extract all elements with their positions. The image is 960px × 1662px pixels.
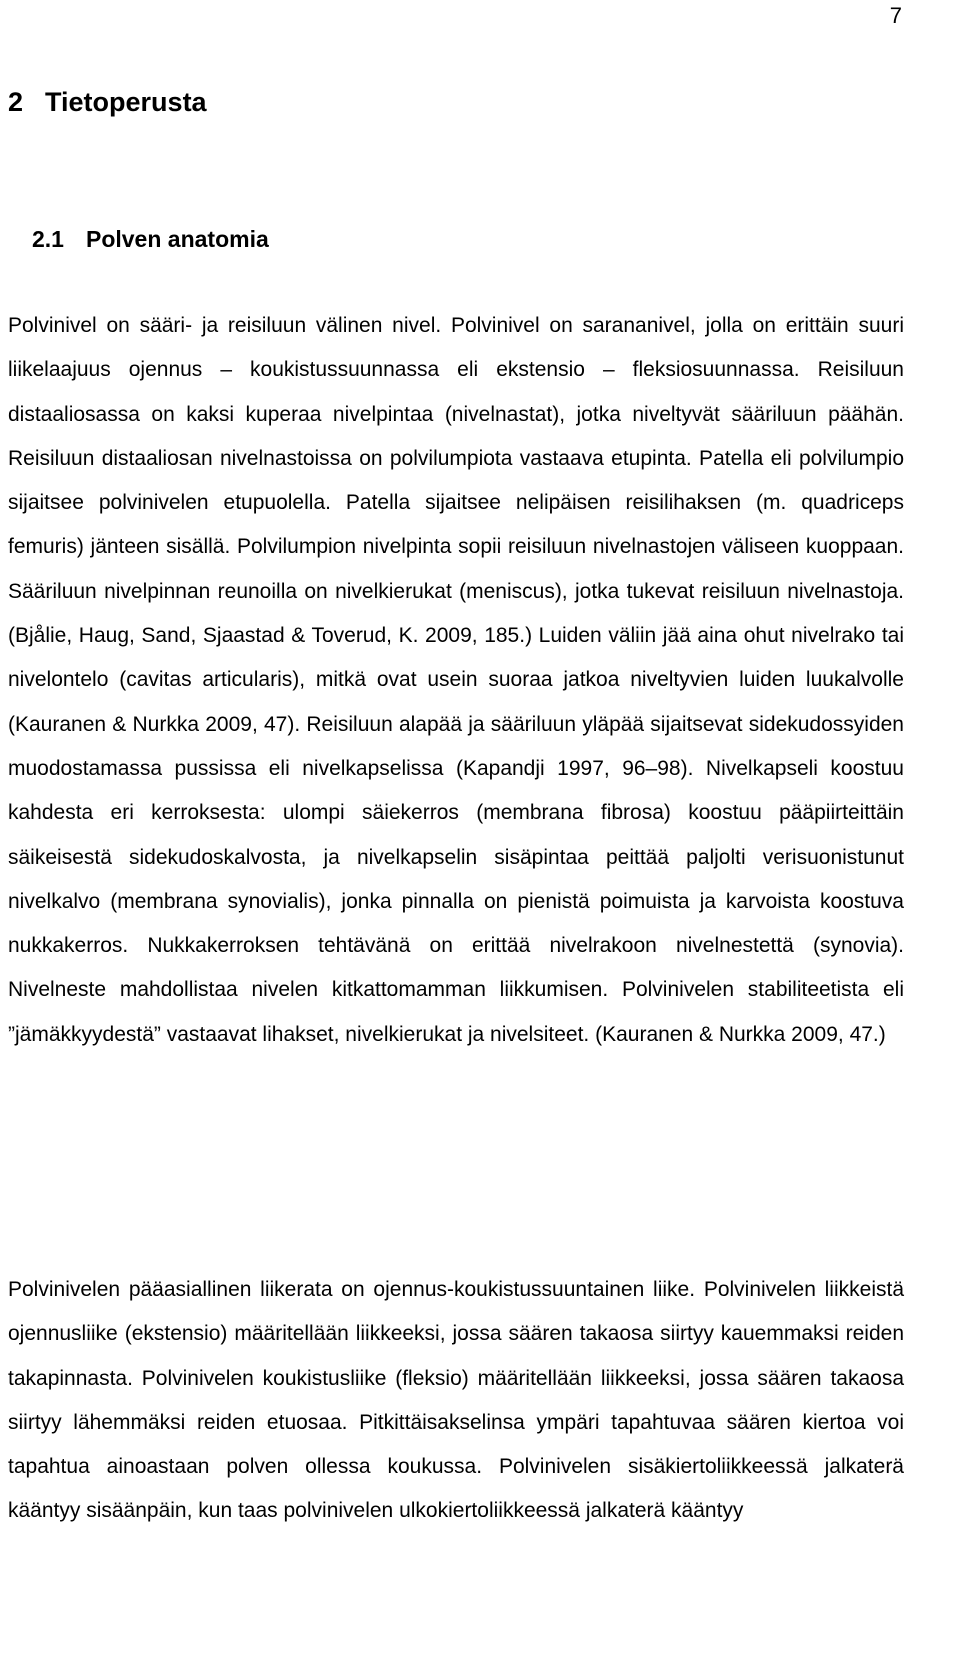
section-heading (32, 223, 269, 255)
chapter-heading (8, 84, 207, 120)
chapter-number: 2 (8, 87, 24, 117)
section-number: 2.1 (32, 226, 64, 252)
body-paragraph: Polvinivel on sääri- ja reisiluun välinen nivel. Polvinivel on sarananivel, jolla on erittäin suuri liikelaajuus ojennus – koukistussuunnassa eli ekstensio – fleksiosuunnassa. Reisiluun distaaliosassa on kaksi kuperaa nivelpintaa (nivelnastat), jotka niveltyvät sääriluun päähän. Reisiluun distaaliosan nivelnastoissa on polvilumpiota vastaava etupinta. Patella eli polvilumpio sijaitsee polvinivelen etupuolella. Patella sijaitsee nelipäisen reisilihaksen (m. quadriceps femuris) jänteen sisällä. Polvilumpion nivelpinta sopii reisiluun nivelnastojen väliseen kuoppaan. Sääriluun nivelpinnan reunoilla on nivelkierukat (meniscus), jotka tukevat reisiluun nivelnastoja. (Bjålie, Haug, Sand, Sjaastad & Toverud, K. 2009, 185.) Luiden väliin jää aina ohut nivelrako tai nivelontelo (cavitas articularis), mitkä ovat usein suoraa jatkoa niveltyvien luiden luukalvolle (Kauranen & Nurkka 2009, 47). Reisiluun alapää ja sääriluun yläpää sijaitsevat sidekudossyiden muodostamassa pussissa eli nivelkapselissa (Kapandji 1997, 96–98). Nivelkapseli koostuu kahdesta eri kerroksesta: ulompi säiekerros (membrana fibrosa) koostuu pääpiirteittäin säikeisestä sidekudoskalvosta, ja nivelkapselin sisäpintaa peittää paljolti verisuonistunut nivelkalvo (membrana synovialis), jonka pinnalla on pienistä poimuista ja karvoista koostuva nukkakerros. Nukkakerroksen tehtävänä on erittää nivelrakoon nivelnestettä (synovia). Nivelneste mahdollistaa nivelen kitkattomamman liikkumisen. Polvinivelen stabiliteetista eli ”jämäkkyydestä” vastaavat lihakset, nivelkierukat ja nivelsiteet. (Kauranen & Nurkka 2009, 47.) (8, 314, 904, 1046)
chapter-title: Tietoperusta (45, 87, 207, 117)
section-title: Polven anatomia (85, 226, 269, 252)
body-paragraph: Polvinivelen pääasiallinen liikerata on ojennus-koukistussuuntainen liike. Polvinivelen liikkeistä ojennusliike (ekstensio) määritellään liikkeeksi, jossa säären takaosa siirtyy kauemmaksi reiden takapinnasta. Polvinivelen koukistusliike (fleksio) määritellään liikkeeksi, jossa säären takaosa siirtyy lähemmäksi reiden etuosaa. Pitkittäisakselinsa ympäri tapahtuvaa säären kiertoa voi tapahtua ainoastaan polven ollessa koukussa. Polvinivelen sisäkiertoliikkeessä jalkaterä kääntyy sisäänpäin, kun taas polvinivelen ulkokiertoliikkeessä jalkaterä kääntyy (8, 1278, 904, 1523)
page-number: 7 (889, 3, 902, 28)
